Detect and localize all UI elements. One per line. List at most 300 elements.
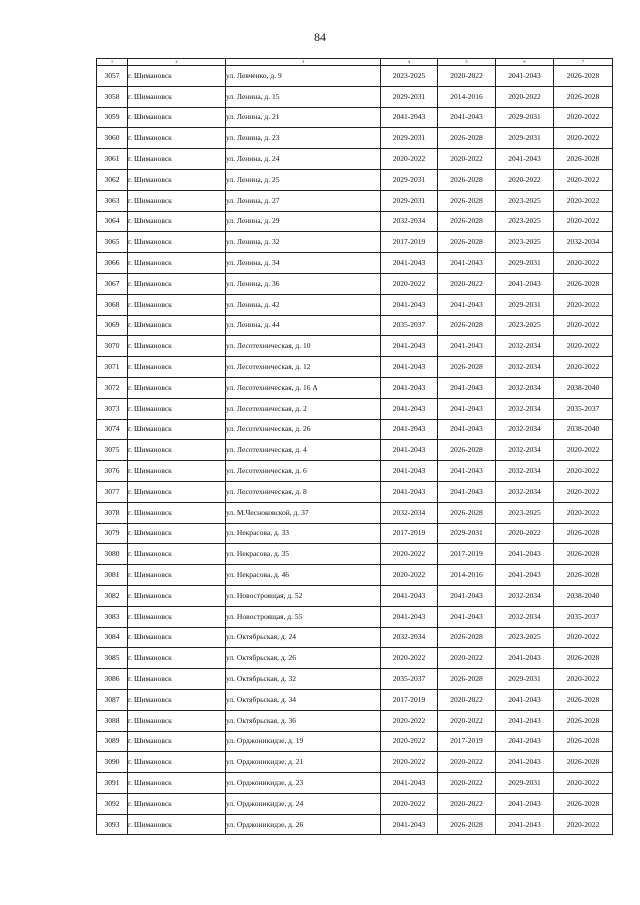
period-cell-4: 2020-2022	[381, 149, 438, 170]
table-row	[97, 336, 613, 357]
period-cell-4: 2020-2022	[381, 793, 438, 814]
period-cell-7: 2020-2022	[554, 481, 613, 502]
period-cell-7: 2026-2028	[554, 752, 613, 773]
registry-table	[96, 58, 613, 835]
period-cell-6: 2041-2043	[496, 793, 554, 814]
period-cell-7: 2026-2028	[554, 731, 613, 752]
row-number-cell: 3078	[97, 502, 128, 523]
period-cell-6: 2032-2034	[496, 377, 554, 398]
period-cell-4: 2041-2043	[381, 294, 438, 315]
city-cell: г. Шимановск	[128, 377, 226, 398]
table-row	[97, 357, 613, 378]
period-cell-6: 2032-2034	[496, 336, 554, 357]
address-cell: ул. Орджоникидзе, д. 21	[226, 752, 381, 773]
period-cell-7: 2020-2022	[554, 814, 613, 835]
period-cell-7: 2026-2028	[554, 648, 613, 669]
row-number-cell: 3064	[97, 211, 128, 232]
address-cell: ул. Орджоникидзе, д. 23	[226, 773, 381, 794]
table-row	[97, 440, 613, 461]
address-cell: ул. Лесотехническая, д. 4	[226, 440, 381, 461]
period-cell-6: 2032-2034	[496, 398, 554, 419]
period-cell-5: 2041-2043	[438, 398, 496, 419]
period-cell-6: 2032-2034	[496, 357, 554, 378]
address-cell: ул. Ленина, д. 21	[226, 107, 381, 128]
column-number: 5	[438, 59, 496, 66]
table-row	[97, 689, 613, 710]
period-cell-5: 2041-2043	[438, 336, 496, 357]
city-cell: г. Шимановск	[128, 481, 226, 502]
period-cell-7: 2020-2022	[554, 336, 613, 357]
period-cell-6: 2023-2025	[496, 627, 554, 648]
period-cell-5: 2026-2028	[438, 440, 496, 461]
period-cell-5: 2026-2028	[438, 232, 496, 253]
period-cell-6: 2023-2025	[496, 232, 554, 253]
period-cell-7: 2038-2040	[554, 419, 613, 440]
row-number-cell: 3093	[97, 814, 128, 835]
address-cell: ул. Ленина, д. 42	[226, 294, 381, 315]
period-cell-7: 2020-2022	[554, 627, 613, 648]
period-cell-6: 2029-2031	[496, 669, 554, 690]
table-row	[97, 461, 613, 482]
period-cell-7: 2020-2022	[554, 440, 613, 461]
period-cell-5: 2029-2031	[438, 523, 496, 544]
table-row	[97, 211, 613, 232]
row-number-cell: 3088	[97, 710, 128, 731]
period-cell-6: 2029-2031	[496, 253, 554, 274]
address-cell: ул. Некрасова, д. 46	[226, 565, 381, 586]
table-row	[97, 565, 613, 586]
city-cell: г. Шимановск	[128, 232, 226, 253]
row-number-cell: 3065	[97, 232, 128, 253]
period-cell-4: 2029-2031	[381, 86, 438, 107]
row-number-cell: 3070	[97, 336, 128, 357]
address-cell: ул. Лесотехническая, д. 6	[226, 461, 381, 482]
period-cell-5: 2026-2028	[438, 169, 496, 190]
period-cell-4: 2041-2043	[381, 419, 438, 440]
period-cell-5: 2020-2022	[438, 752, 496, 773]
period-cell-6: 2041-2043	[496, 273, 554, 294]
address-cell: ул. Лесотехническая, д. 8	[226, 481, 381, 502]
row-number-cell: 3073	[97, 398, 128, 419]
row-number-cell: 3083	[97, 606, 128, 627]
period-cell-6: 2041-2043	[496, 814, 554, 835]
period-cell-4: 2029-2031	[381, 169, 438, 190]
period-cell-6: 2029-2031	[496, 294, 554, 315]
table-row	[97, 793, 613, 814]
period-cell-7: 2020-2022	[554, 357, 613, 378]
period-cell-4: 2041-2043	[381, 336, 438, 357]
city-cell: г. Шимановск	[128, 752, 226, 773]
row-number-cell: 3076	[97, 461, 128, 482]
period-cell-5: 2041-2043	[438, 461, 496, 482]
row-number-cell: 3071	[97, 357, 128, 378]
period-cell-4: 2041-2043	[381, 481, 438, 502]
period-cell-5: 2026-2028	[438, 814, 496, 835]
period-cell-4: 2017-2019	[381, 689, 438, 710]
period-cell-5: 2020-2022	[438, 710, 496, 731]
period-cell-7: 2026-2028	[554, 710, 613, 731]
table-row	[97, 315, 613, 336]
period-cell-6: 2041-2043	[496, 544, 554, 565]
period-cell-6: 2020-2022	[496, 169, 554, 190]
address-cell: ул. Ленина, д. 15	[226, 86, 381, 107]
period-cell-5: 2020-2022	[438, 793, 496, 814]
period-cell-5: 2041-2043	[438, 481, 496, 502]
table-row	[97, 149, 613, 170]
period-cell-5: 2026-2028	[438, 315, 496, 336]
period-cell-7: 2026-2028	[554, 66, 613, 87]
period-cell-7: 2035-2037	[554, 398, 613, 419]
table-row	[97, 253, 613, 274]
period-cell-5: 2041-2043	[438, 377, 496, 398]
column-number: 4	[381, 59, 438, 66]
period-cell-5: 2026-2028	[438, 211, 496, 232]
city-cell: г. Шимановск	[128, 211, 226, 232]
column-number-row	[97, 59, 613, 66]
period-cell-5: 2020-2022	[438, 66, 496, 87]
city-cell: г. Шимановск	[128, 169, 226, 190]
period-cell-4: 2020-2022	[381, 710, 438, 731]
city-cell: г. Шимановск	[128, 689, 226, 710]
period-cell-4: 2017-2019	[381, 523, 438, 544]
address-cell: ул. Лесотехническая, д. 10	[226, 336, 381, 357]
period-cell-5: 2020-2022	[438, 273, 496, 294]
column-number: 7	[554, 59, 613, 66]
table-body	[97, 66, 613, 835]
address-cell: ул. Октябрьская, д. 24	[226, 627, 381, 648]
period-cell-6: 2032-2034	[496, 481, 554, 502]
table-row	[97, 107, 613, 128]
period-cell-7: 2020-2022	[554, 211, 613, 232]
period-cell-7: 2020-2022	[554, 190, 613, 211]
city-cell: г. Шимановск	[128, 544, 226, 565]
city-cell: г. Шимановск	[128, 107, 226, 128]
city-cell: г. Шимановск	[128, 627, 226, 648]
city-cell: г. Шимановск	[128, 253, 226, 274]
period-cell-7: 2020-2022	[554, 669, 613, 690]
period-cell-6: 2023-2025	[496, 502, 554, 523]
table-row	[97, 773, 613, 794]
period-cell-5: 2041-2043	[438, 253, 496, 274]
table-row	[97, 648, 613, 669]
period-cell-4: 2041-2043	[381, 398, 438, 419]
row-number-cell: 3086	[97, 669, 128, 690]
period-cell-4: 2041-2043	[381, 461, 438, 482]
period-cell-5: 2026-2028	[438, 627, 496, 648]
city-cell: г. Шимановск	[128, 149, 226, 170]
table-row	[97, 627, 613, 648]
table-row	[97, 523, 613, 544]
row-number-cell: 3090	[97, 752, 128, 773]
period-cell-4: 2032-2034	[381, 627, 438, 648]
table-row	[97, 377, 613, 398]
row-number-cell: 3069	[97, 315, 128, 336]
row-number-cell: 3057	[97, 66, 128, 87]
address-cell: ул. Ленина, д. 29	[226, 211, 381, 232]
period-cell-4: 2020-2022	[381, 273, 438, 294]
period-cell-6: 2041-2043	[496, 565, 554, 586]
period-cell-7: 2026-2028	[554, 544, 613, 565]
address-cell: ул. Октябрьская, д. 26	[226, 648, 381, 669]
period-cell-4: 2035-2037	[381, 669, 438, 690]
city-cell: г. Шимановск	[128, 502, 226, 523]
period-cell-6: 2041-2043	[496, 752, 554, 773]
address-cell: ул. Ленина, д. 27	[226, 190, 381, 211]
address-cell: ул. Орджоникидзе, д. 19	[226, 731, 381, 752]
address-cell: ул. Новостроящая, д. 52	[226, 585, 381, 606]
table-row	[97, 481, 613, 502]
period-cell-4: 2035-2037	[381, 315, 438, 336]
city-cell: г. Шимановск	[128, 523, 226, 544]
period-cell-6: 2023-2025	[496, 211, 554, 232]
table-row	[97, 669, 613, 690]
address-cell: ул. Лесотехническая, д. 12	[226, 357, 381, 378]
period-cell-6: 2041-2043	[496, 66, 554, 87]
period-cell-4: 2029-2031	[381, 128, 438, 149]
row-number-cell: 3085	[97, 648, 128, 669]
period-cell-7: 2032-2034	[554, 232, 613, 253]
period-cell-4: 2041-2043	[381, 107, 438, 128]
period-cell-7: 2020-2022	[554, 294, 613, 315]
period-cell-4: 2020-2022	[381, 544, 438, 565]
period-cell-5: 2026-2028	[438, 190, 496, 211]
period-cell-6: 2032-2034	[496, 585, 554, 606]
column-number: 2	[128, 59, 226, 66]
row-number-cell: 3072	[97, 377, 128, 398]
city-cell: г. Шимановск	[128, 190, 226, 211]
city-cell: г. Шимановск	[128, 565, 226, 586]
city-cell: г. Шимановск	[128, 606, 226, 627]
city-cell: г. Шимановск	[128, 357, 226, 378]
period-cell-7: 2020-2022	[554, 107, 613, 128]
period-cell-4: 2041-2043	[381, 814, 438, 835]
period-cell-5: 2026-2028	[438, 502, 496, 523]
row-number-cell: 3079	[97, 523, 128, 544]
period-cell-5: 2026-2028	[438, 357, 496, 378]
table-row	[97, 66, 613, 87]
period-cell-4: 2023-2025	[381, 66, 438, 87]
period-cell-6: 2029-2031	[496, 128, 554, 149]
address-cell: ул. Ленина, д. 36	[226, 273, 381, 294]
period-cell-7: 2026-2028	[554, 86, 613, 107]
city-cell: г. Шимановск	[128, 398, 226, 419]
period-cell-7: 2026-2028	[554, 523, 613, 544]
period-cell-5: 2020-2022	[438, 773, 496, 794]
table-row	[97, 419, 613, 440]
address-cell: ул. Октябрьская, д. 36	[226, 710, 381, 731]
address-cell: ул. Лесотехническая, д. 26	[226, 419, 381, 440]
period-cell-6: 2020-2022	[496, 86, 554, 107]
address-cell: ул. Некрасова, д. 33	[226, 523, 381, 544]
period-cell-6: 2041-2043	[496, 689, 554, 710]
period-cell-4: 2017-2019	[381, 232, 438, 253]
city-cell: г. Шимановск	[128, 419, 226, 440]
period-cell-7: 2020-2022	[554, 502, 613, 523]
address-cell: ул. Новостроящая, д. 55	[226, 606, 381, 627]
city-cell: г. Шимановск	[128, 585, 226, 606]
table-row	[97, 752, 613, 773]
period-cell-4: 2032-2034	[381, 502, 438, 523]
period-cell-5: 2041-2043	[438, 294, 496, 315]
city-cell: г. Шимановск	[128, 294, 226, 315]
row-number-cell: 3061	[97, 149, 128, 170]
row-number-cell: 3091	[97, 773, 128, 794]
city-cell: г. Шимановск	[128, 669, 226, 690]
row-number-cell: 3066	[97, 253, 128, 274]
period-cell-4: 2020-2022	[381, 565, 438, 586]
address-cell: ул. Лесотехническая, д. 16 А	[226, 377, 381, 398]
period-cell-4: 2041-2043	[381, 606, 438, 627]
period-cell-5: 2026-2028	[438, 128, 496, 149]
period-cell-5: 2020-2022	[438, 648, 496, 669]
table-row	[97, 190, 613, 211]
period-cell-7: 2020-2022	[554, 773, 613, 794]
row-number-cell: 3077	[97, 481, 128, 502]
address-cell: ул. Орджоникидзе, д. 26	[226, 814, 381, 835]
row-number-cell: 3081	[97, 565, 128, 586]
row-number-cell: 3080	[97, 544, 128, 565]
city-cell: г. Шимановск	[128, 315, 226, 336]
period-cell-4: 2041-2043	[381, 440, 438, 461]
column-number: 1	[97, 59, 128, 66]
city-cell: г. Шимановск	[128, 86, 226, 107]
period-cell-6: 2023-2025	[496, 315, 554, 336]
period-cell-4: 2032-2034	[381, 211, 438, 232]
row-number-cell: 3084	[97, 627, 128, 648]
period-cell-5: 2017-2019	[438, 544, 496, 565]
period-cell-5: 2026-2028	[438, 669, 496, 690]
row-number-cell: 3087	[97, 689, 128, 710]
period-cell-6: 2041-2043	[496, 710, 554, 731]
table-row	[97, 294, 613, 315]
period-cell-7: 2026-2028	[554, 273, 613, 294]
period-cell-5: 2014-2016	[438, 565, 496, 586]
period-cell-6: 2023-2025	[496, 190, 554, 211]
table-row	[97, 398, 613, 419]
row-number-cell: 3062	[97, 169, 128, 190]
period-cell-4: 2020-2022	[381, 731, 438, 752]
period-cell-4: 2020-2022	[381, 752, 438, 773]
address-cell: ул. Ленина, д. 24	[226, 149, 381, 170]
city-cell: г. Шимановск	[128, 793, 226, 814]
city-cell: г. Шимановск	[128, 128, 226, 149]
period-cell-6: 2032-2034	[496, 419, 554, 440]
address-cell: ул. Октябрьская, д. 32	[226, 669, 381, 690]
column-number: 6	[496, 59, 554, 66]
row-number-cell: 3068	[97, 294, 128, 315]
city-cell: г. Шимановск	[128, 440, 226, 461]
row-number-cell: 3089	[97, 731, 128, 752]
period-cell-7: 2038-2040	[554, 585, 613, 606]
period-cell-5: 2041-2043	[438, 419, 496, 440]
city-cell: г. Шимановск	[128, 273, 226, 294]
period-cell-4: 2041-2043	[381, 585, 438, 606]
period-cell-4: 2041-2043	[381, 377, 438, 398]
period-cell-7: 2035-2037	[554, 606, 613, 627]
table-row	[97, 502, 613, 523]
address-cell: ул. Орджоникидзе, д. 24	[226, 793, 381, 814]
row-number-cell: 3059	[97, 107, 128, 128]
period-cell-4: 2029-2031	[381, 190, 438, 211]
period-cell-6: 2032-2034	[496, 440, 554, 461]
period-cell-5: 2041-2043	[438, 107, 496, 128]
period-cell-4: 2020-2022	[381, 648, 438, 669]
city-cell: г. Шимановск	[128, 731, 226, 752]
row-number-cell: 3058	[97, 86, 128, 107]
period-cell-7: 2020-2022	[554, 169, 613, 190]
table-row	[97, 814, 613, 835]
table-row	[97, 169, 613, 190]
address-cell: ул. Ленина, д. 25	[226, 169, 381, 190]
table-row	[97, 544, 613, 565]
address-cell: ул. Левченко, д. 9	[226, 66, 381, 87]
period-cell-7: 2038-2040	[554, 377, 613, 398]
period-cell-5: 2041-2043	[438, 585, 496, 606]
period-cell-4: 2041-2043	[381, 253, 438, 274]
address-cell: ул. Октябрьская, д. 34	[226, 689, 381, 710]
city-cell: г. Шимановск	[128, 336, 226, 357]
address-cell: ул. Ленина, д. 44	[226, 315, 381, 336]
address-cell: ул. Некрасова, д. 35	[226, 544, 381, 565]
period-cell-5: 2017-2019	[438, 731, 496, 752]
address-cell: ул. М.Чесноковской, д. 37	[226, 502, 381, 523]
city-cell: г. Шимановск	[128, 710, 226, 731]
period-cell-7: 2020-2022	[554, 315, 613, 336]
table-row	[97, 606, 613, 627]
city-cell: г. Шимановск	[128, 648, 226, 669]
period-cell-5: 2014-2016	[438, 86, 496, 107]
period-cell-7: 2026-2028	[554, 149, 613, 170]
city-cell: г. Шимановск	[128, 773, 226, 794]
table-header	[97, 59, 613, 66]
column-number: 3	[226, 59, 381, 66]
period-cell-7: 2026-2028	[554, 565, 613, 586]
period-cell-6: 2041-2043	[496, 648, 554, 669]
row-number-cell: 3074	[97, 419, 128, 440]
period-cell-6: 2032-2034	[496, 461, 554, 482]
period-cell-6: 2041-2043	[496, 731, 554, 752]
period-cell-5: 2020-2022	[438, 149, 496, 170]
address-cell: ул. Лесотехническая, д. 2	[226, 398, 381, 419]
period-cell-5: 2020-2022	[438, 689, 496, 710]
table-row	[97, 731, 613, 752]
period-cell-7: 2020-2022	[554, 253, 613, 274]
period-cell-6: 2032-2034	[496, 606, 554, 627]
table-row	[97, 585, 613, 606]
period-cell-4: 2041-2043	[381, 357, 438, 378]
address-cell: ул. Ленина, д. 34	[226, 253, 381, 274]
table-row	[97, 232, 613, 253]
table-row	[97, 86, 613, 107]
period-cell-6: 2029-2031	[496, 773, 554, 794]
period-cell-5: 2041-2043	[438, 606, 496, 627]
city-cell: г. Шимановск	[128, 461, 226, 482]
city-cell: г. Шимановск	[128, 66, 226, 87]
period-cell-6: 2041-2043	[496, 149, 554, 170]
period-cell-4: 2041-2043	[381, 773, 438, 794]
period-cell-7: 2026-2028	[554, 793, 613, 814]
row-number-cell: 3067	[97, 273, 128, 294]
period-cell-7: 2026-2028	[554, 689, 613, 710]
period-cell-6: 2029-2031	[496, 107, 554, 128]
row-number-cell: 3060	[97, 128, 128, 149]
period-cell-7: 2020-2022	[554, 128, 613, 149]
city-cell: г. Шимановск	[128, 814, 226, 835]
table-row	[97, 128, 613, 149]
address-cell: ул. Ленина, д. 23	[226, 128, 381, 149]
table-row	[97, 710, 613, 731]
address-cell: ул. Ленина, д. 32	[226, 232, 381, 253]
